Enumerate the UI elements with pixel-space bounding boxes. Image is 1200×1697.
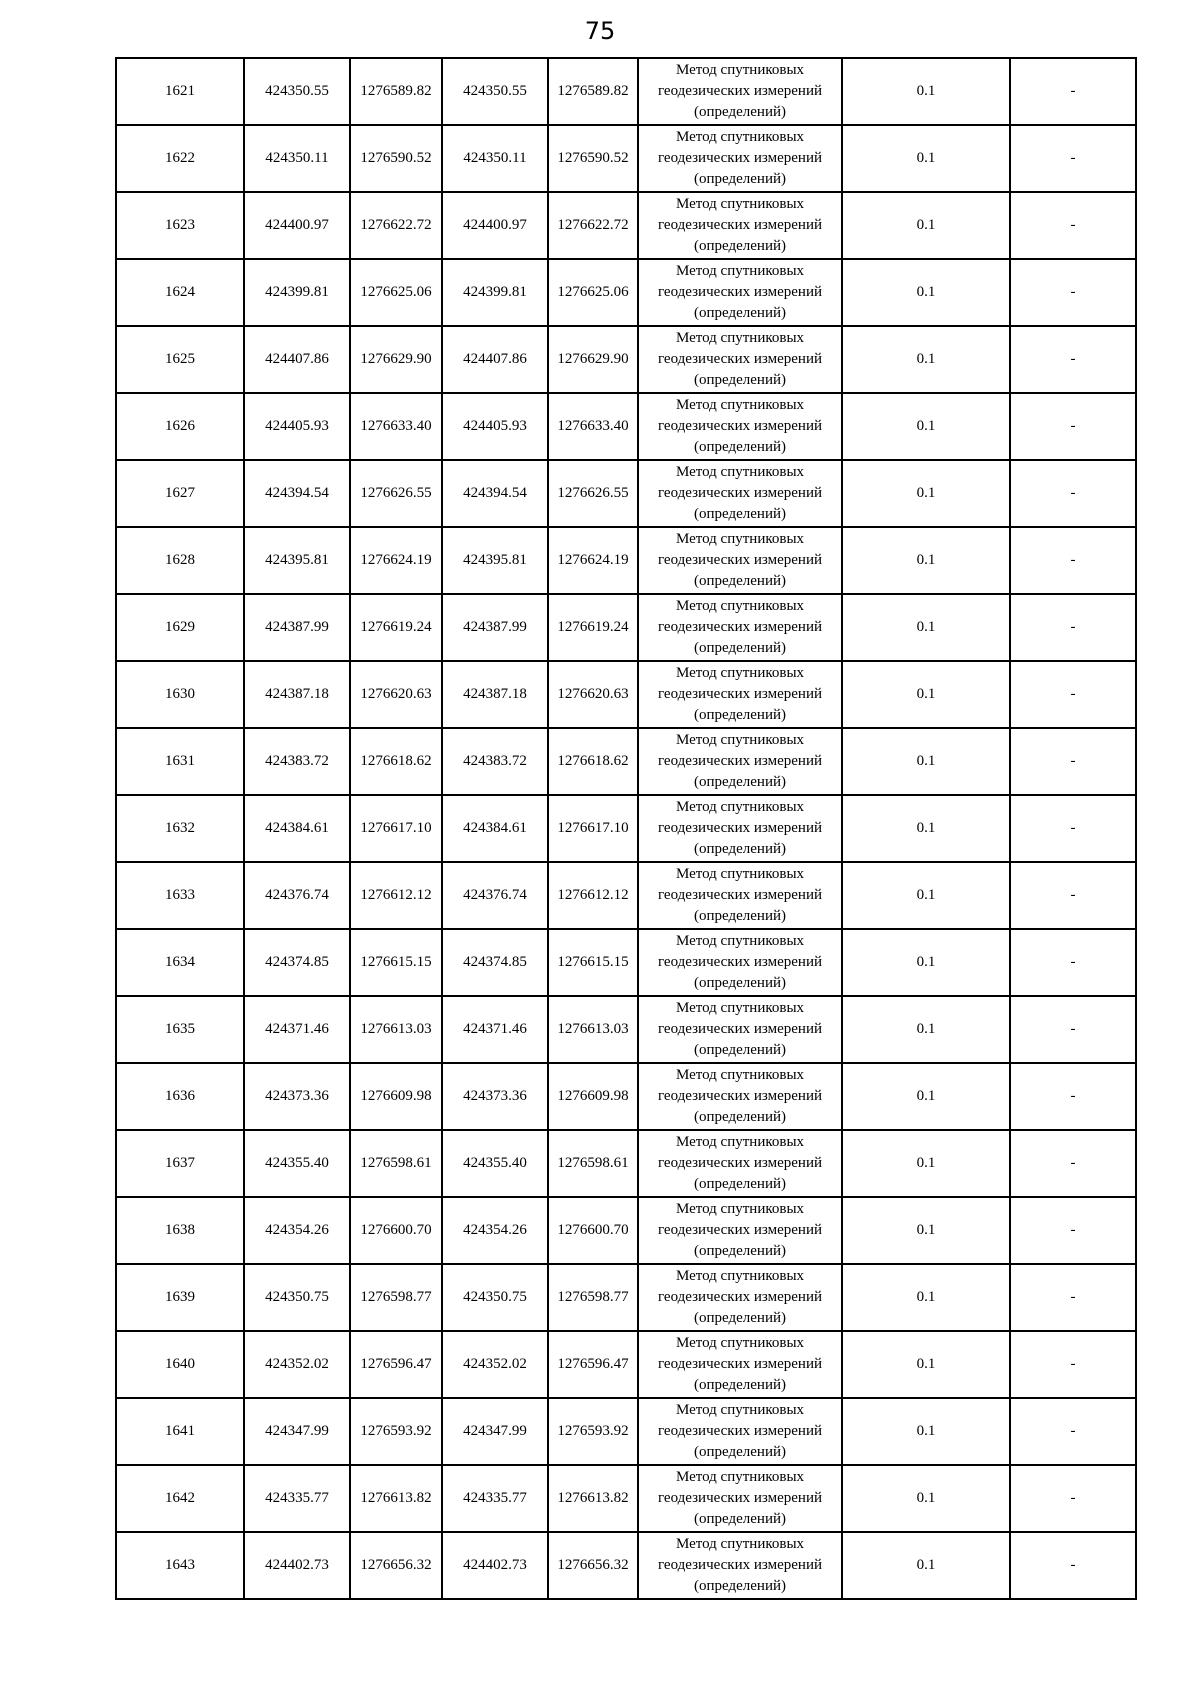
method-text-line: (определений) — [694, 372, 786, 388]
method-text-line: (определений) — [694, 1109, 786, 1125]
method-text-line: Метод спутниковых — [675, 129, 805, 145]
y-coordinate-cell: 1276590.52 — [350, 125, 442, 192]
method-text-line: Метод спутниковых — [675, 62, 805, 78]
point-number-cell: 1642 — [116, 1465, 244, 1532]
table-row — [116, 996, 1136, 1063]
note-cell: - — [1010, 259, 1136, 326]
method-text-line: (определений) — [694, 707, 786, 723]
accuracy-cell: 0.1 — [842, 996, 1010, 1063]
y-coordinate-cell: 1276613.03 — [350, 996, 442, 1063]
y-coordinate-cell: 1276598.61 — [350, 1130, 442, 1197]
method-cell — [638, 125, 842, 192]
point-number-cell: 1643 — [116, 1532, 244, 1599]
table-row — [116, 460, 1136, 527]
method-cell — [638, 1331, 842, 1398]
method-text-line: (определений) — [694, 506, 786, 522]
x-coordinate-cell: 424387.99 — [244, 594, 350, 661]
note-cell: - — [1010, 1398, 1136, 1465]
x-coordinate-cell: 424407.86 — [244, 326, 350, 393]
method-text-line: геодезических измерений — [657, 1088, 823, 1104]
method-cell — [638, 1130, 842, 1197]
table-row — [116, 326, 1136, 393]
point-number-cell: 1641 — [116, 1398, 244, 1465]
note-cell: - — [1010, 594, 1136, 661]
point-number-cell: 1629 — [116, 594, 244, 661]
accuracy-cell: 0.1 — [842, 125, 1010, 192]
x-coordinate-cell: 424395.81 — [244, 527, 350, 594]
y-coordinate-cell: 1276622.72 — [350, 192, 442, 259]
method-text-line: (определений) — [694, 841, 786, 857]
point-number-cell: 1630 — [116, 661, 244, 728]
method-text-line: Метод спутниковых — [675, 330, 805, 346]
table-row — [116, 1398, 1136, 1465]
point-number-cell: 1632 — [116, 795, 244, 862]
method-cell — [638, 259, 842, 326]
coordinates-table — [115, 57, 1137, 1600]
method-text-line: (определений) — [694, 1444, 786, 1460]
point-number-cell: 1625 — [116, 326, 244, 393]
y-coordinate-cell: 1276624.19 — [548, 527, 638, 594]
method-cell — [638, 1398, 842, 1465]
x-coordinate-cell: 424383.72 — [442, 728, 548, 795]
note-cell: - — [1010, 326, 1136, 393]
y-coordinate-cell: 1276613.82 — [548, 1465, 638, 1532]
x-coordinate-cell: 424405.93 — [442, 393, 548, 460]
x-coordinate-cell: 424400.97 — [442, 192, 548, 259]
accuracy-cell: 0.1 — [842, 1197, 1010, 1264]
x-coordinate-cell: 424350.75 — [244, 1264, 350, 1331]
table-body — [116, 58, 1136, 1599]
x-coordinate-cell: 424350.55 — [244, 58, 350, 125]
point-number-cell: 1621 — [116, 58, 244, 125]
x-coordinate-cell: 424354.26 — [244, 1197, 350, 1264]
x-coordinate-cell: 424374.85 — [442, 929, 548, 996]
note-cell: - — [1010, 58, 1136, 125]
method-text-line: геодезических измерений — [657, 820, 823, 836]
x-coordinate-cell: 424383.72 — [244, 728, 350, 795]
method-text-line: (определений) — [694, 305, 786, 321]
table-row — [116, 259, 1136, 326]
note-cell: - — [1010, 460, 1136, 527]
method-text-line: Метод спутниковых — [675, 598, 805, 614]
y-coordinate-cell: 1276613.03 — [548, 996, 638, 1063]
method-cell — [638, 929, 842, 996]
method-text-line: Метод спутниковых — [675, 1201, 805, 1217]
method-text-line: Метод спутниковых — [675, 1335, 805, 1351]
table-row — [116, 527, 1136, 594]
y-coordinate-cell: 1276629.90 — [350, 326, 442, 393]
method-text-line: (определений) — [694, 1243, 786, 1259]
note-cell: - — [1010, 192, 1136, 259]
note-cell: - — [1010, 661, 1136, 728]
method-text-line: геодезических измерений — [657, 83, 823, 99]
method-cell — [638, 728, 842, 795]
accuracy-cell: 0.1 — [842, 929, 1010, 996]
accuracy-cell: 0.1 — [842, 862, 1010, 929]
table-row — [116, 1331, 1136, 1398]
method-text-line: Метод спутниковых — [675, 531, 805, 547]
method-text-line: геодезических измерений — [657, 1021, 823, 1037]
method-cell — [638, 1465, 842, 1532]
y-coordinate-cell: 1276615.15 — [350, 929, 442, 996]
method-text-line: Метод спутниковых — [675, 263, 805, 279]
method-cell — [638, 661, 842, 728]
note-cell: - — [1010, 862, 1136, 929]
accuracy-cell: 0.1 — [842, 326, 1010, 393]
method-text-line: (определений) — [694, 104, 786, 120]
note-cell: - — [1010, 996, 1136, 1063]
x-coordinate-cell: 424399.81 — [442, 259, 548, 326]
accuracy-cell: 0.1 — [842, 1398, 1010, 1465]
accuracy-cell: 0.1 — [842, 527, 1010, 594]
method-text-line: (определений) — [694, 640, 786, 656]
point-number-cell: 1628 — [116, 527, 244, 594]
method-cell — [638, 58, 842, 125]
method-cell — [638, 594, 842, 661]
point-number-cell: 1635 — [116, 996, 244, 1063]
y-coordinate-cell: 1276598.77 — [350, 1264, 442, 1331]
method-text-line: геодезических измерений — [657, 1289, 823, 1305]
note-cell: - — [1010, 728, 1136, 795]
method-text-line: Метод спутниковых — [675, 1134, 805, 1150]
note-cell: - — [1010, 527, 1136, 594]
y-coordinate-cell: 1276598.61 — [548, 1130, 638, 1197]
method-cell — [638, 1264, 842, 1331]
y-coordinate-cell: 1276589.82 — [548, 58, 638, 125]
y-coordinate-cell: 1276609.98 — [548, 1063, 638, 1130]
method-text-line: геодезических измерений — [657, 686, 823, 702]
method-text-line: геодезических измерений — [657, 887, 823, 903]
x-coordinate-cell: 424373.36 — [244, 1063, 350, 1130]
method-text-line: (определений) — [694, 439, 786, 455]
method-text-line: Метод спутниковых — [675, 1000, 805, 1016]
note-cell: - — [1010, 393, 1136, 460]
y-coordinate-cell: 1276617.10 — [548, 795, 638, 862]
accuracy-cell: 0.1 — [842, 192, 1010, 259]
point-number-cell: 1627 — [116, 460, 244, 527]
accuracy-cell: 0.1 — [842, 1465, 1010, 1532]
x-coordinate-cell: 424387.99 — [442, 594, 548, 661]
accuracy-cell: 0.1 — [842, 795, 1010, 862]
y-coordinate-cell: 1276593.92 — [548, 1398, 638, 1465]
point-number-cell: 1637 — [116, 1130, 244, 1197]
accuracy-cell: 0.1 — [842, 393, 1010, 460]
x-coordinate-cell: 424394.54 — [442, 460, 548, 527]
x-coordinate-cell: 424347.99 — [442, 1398, 548, 1465]
table-row — [116, 1063, 1136, 1130]
method-text-line: (определений) — [694, 1377, 786, 1393]
note-cell: - — [1010, 1264, 1136, 1331]
y-coordinate-cell: 1276612.12 — [350, 862, 442, 929]
y-coordinate-cell: 1276656.32 — [350, 1532, 442, 1599]
x-coordinate-cell: 424355.40 — [244, 1130, 350, 1197]
method-cell — [638, 192, 842, 259]
method-text-line: геодезических измерений — [657, 150, 823, 166]
accuracy-cell: 0.1 — [842, 1063, 1010, 1130]
accuracy-cell: 0.1 — [842, 728, 1010, 795]
accuracy-cell: 0.1 — [842, 1264, 1010, 1331]
x-coordinate-cell: 424335.77 — [442, 1465, 548, 1532]
table-row — [116, 1264, 1136, 1331]
x-coordinate-cell: 424352.02 — [442, 1331, 548, 1398]
x-coordinate-cell: 424387.18 — [442, 661, 548, 728]
method-cell — [638, 1532, 842, 1599]
page-number: 75 — [584, 17, 616, 45]
accuracy-cell: 0.1 — [842, 1331, 1010, 1398]
table-row — [116, 594, 1136, 661]
y-coordinate-cell: 1276589.82 — [350, 58, 442, 125]
x-coordinate-cell: 424373.36 — [442, 1063, 548, 1130]
note-cell: - — [1010, 1130, 1136, 1197]
x-coordinate-cell: 424400.97 — [244, 192, 350, 259]
method-text-line: геодезических измерений — [657, 1356, 823, 1372]
y-coordinate-cell: 1276596.47 — [548, 1331, 638, 1398]
y-coordinate-cell: 1276626.55 — [350, 460, 442, 527]
point-number-cell: 1640 — [116, 1331, 244, 1398]
y-coordinate-cell: 1276625.06 — [548, 259, 638, 326]
note-cell: - — [1010, 929, 1136, 996]
method-text-line: Метод спутниковых — [675, 732, 805, 748]
x-coordinate-cell: 424394.54 — [244, 460, 350, 527]
y-coordinate-cell: 1276629.90 — [548, 326, 638, 393]
y-coordinate-cell: 1276620.63 — [548, 661, 638, 728]
x-coordinate-cell: 424352.02 — [244, 1331, 350, 1398]
y-coordinate-cell: 1276612.12 — [548, 862, 638, 929]
y-coordinate-cell: 1276598.77 — [548, 1264, 638, 1331]
note-cell: - — [1010, 1465, 1136, 1532]
x-coordinate-cell: 424354.26 — [442, 1197, 548, 1264]
x-coordinate-cell: 424407.86 — [442, 326, 548, 393]
y-coordinate-cell: 1276620.63 — [350, 661, 442, 728]
method-text-line: (определений) — [694, 1176, 786, 1192]
method-text-line: Метод спутниковых — [675, 1536, 805, 1552]
note-cell: - — [1010, 1197, 1136, 1264]
x-coordinate-cell: 424384.61 — [442, 795, 548, 862]
x-coordinate-cell: 424371.46 — [244, 996, 350, 1063]
x-coordinate-cell: 424371.46 — [442, 996, 548, 1063]
method-text-line: Метод спутниковых — [675, 397, 805, 413]
note-cell: - — [1010, 125, 1136, 192]
method-cell — [638, 326, 842, 393]
method-text-line: (определений) — [694, 238, 786, 254]
y-coordinate-cell: 1276596.47 — [350, 1331, 442, 1398]
x-coordinate-cell: 424376.74 — [244, 862, 350, 929]
method-cell — [638, 1197, 842, 1264]
table-row — [116, 1130, 1136, 1197]
y-coordinate-cell: 1276609.98 — [350, 1063, 442, 1130]
accuracy-cell: 0.1 — [842, 58, 1010, 125]
method-text-line: геодезических измерений — [657, 1557, 823, 1573]
method-text-line: (определений) — [694, 1511, 786, 1527]
method-text-line: геодезических измерений — [657, 1490, 823, 1506]
method-text-line: геодезических измерений — [657, 619, 823, 635]
table-row — [116, 192, 1136, 259]
method-cell — [638, 795, 842, 862]
method-text-line: (определений) — [694, 774, 786, 790]
method-text-line: геодезических измерений — [657, 284, 823, 300]
method-text-line: Метод спутниковых — [675, 1469, 805, 1485]
method-cell — [638, 1063, 842, 1130]
table-row — [116, 393, 1136, 460]
y-coordinate-cell: 1276624.19 — [350, 527, 442, 594]
point-number-cell: 1636 — [116, 1063, 244, 1130]
y-coordinate-cell: 1276590.52 — [548, 125, 638, 192]
x-coordinate-cell: 424402.73 — [442, 1532, 548, 1599]
x-coordinate-cell: 424405.93 — [244, 393, 350, 460]
table-row — [116, 862, 1136, 929]
x-coordinate-cell: 424335.77 — [244, 1465, 350, 1532]
method-text-line: (определений) — [694, 1310, 786, 1326]
table-row — [116, 1465, 1136, 1532]
y-coordinate-cell: 1276633.40 — [350, 393, 442, 460]
accuracy-cell: 0.1 — [842, 1532, 1010, 1599]
method-text-line: геодезических измерений — [657, 1155, 823, 1171]
method-text-line: (определений) — [694, 1578, 786, 1594]
x-coordinate-cell: 424395.81 — [442, 527, 548, 594]
method-text-line: Метод спутниковых — [675, 799, 805, 815]
note-cell: - — [1010, 1532, 1136, 1599]
y-coordinate-cell: 1276617.10 — [350, 795, 442, 862]
point-number-cell: 1622 — [116, 125, 244, 192]
point-number-cell: 1624 — [116, 259, 244, 326]
point-number-cell: 1638 — [116, 1197, 244, 1264]
x-coordinate-cell: 424384.61 — [244, 795, 350, 862]
method-text-line: Метод спутниковых — [675, 933, 805, 949]
method-text-line: Метод спутниковых — [675, 1268, 805, 1284]
method-cell — [638, 393, 842, 460]
x-coordinate-cell: 424350.11 — [244, 125, 350, 192]
table-row — [116, 728, 1136, 795]
note-cell: - — [1010, 1331, 1136, 1398]
method-cell — [638, 862, 842, 929]
y-coordinate-cell: 1276593.92 — [350, 1398, 442, 1465]
note-cell: - — [1010, 1063, 1136, 1130]
method-text-line: геодезических измерений — [657, 954, 823, 970]
y-coordinate-cell: 1276656.32 — [548, 1532, 638, 1599]
method-text-line: (определений) — [694, 171, 786, 187]
method-text-line: Метод спутниковых — [675, 196, 805, 212]
method-text-line: геодезических измерений — [657, 485, 823, 501]
accuracy-cell: 0.1 — [842, 259, 1010, 326]
y-coordinate-cell: 1276626.55 — [548, 460, 638, 527]
method-cell — [638, 996, 842, 1063]
method-text-line: геодезических измерений — [657, 1222, 823, 1238]
y-coordinate-cell: 1276613.82 — [350, 1465, 442, 1532]
point-number-cell: 1623 — [116, 192, 244, 259]
point-number-cell: 1634 — [116, 929, 244, 996]
x-coordinate-cell: 424387.18 — [244, 661, 350, 728]
table-row — [116, 795, 1136, 862]
y-coordinate-cell: 1276619.24 — [350, 594, 442, 661]
y-coordinate-cell: 1276633.40 — [548, 393, 638, 460]
y-coordinate-cell: 1276618.62 — [350, 728, 442, 795]
x-coordinate-cell: 424350.55 — [442, 58, 548, 125]
method-text-line: геодезических измерений — [657, 217, 823, 233]
table-row — [116, 1197, 1136, 1264]
method-text-line: (определений) — [694, 975, 786, 991]
note-cell: - — [1010, 795, 1136, 862]
table-row — [116, 929, 1136, 996]
method-text-line: геодезических измерений — [657, 1423, 823, 1439]
method-text-line: геодезических измерений — [657, 351, 823, 367]
method-text-line: Метод спутниковых — [675, 1402, 805, 1418]
table-row — [116, 125, 1136, 192]
point-number-cell: 1626 — [116, 393, 244, 460]
method-text-line: (определений) — [694, 908, 786, 924]
method-cell — [638, 527, 842, 594]
table-row — [116, 1532, 1136, 1599]
method-text-line: Метод спутниковых — [675, 464, 805, 480]
x-coordinate-cell: 424374.85 — [244, 929, 350, 996]
x-coordinate-cell: 424355.40 — [442, 1130, 548, 1197]
accuracy-cell: 0.1 — [842, 1130, 1010, 1197]
table-row — [116, 58, 1136, 125]
method-text-line: Метод спутниковых — [675, 1067, 805, 1083]
method-text-line: Метод спутниковых — [675, 665, 805, 681]
x-coordinate-cell: 424350.75 — [442, 1264, 548, 1331]
x-coordinate-cell: 424347.99 — [244, 1398, 350, 1465]
y-coordinate-cell: 1276600.70 — [548, 1197, 638, 1264]
y-coordinate-cell: 1276625.06 — [350, 259, 442, 326]
x-coordinate-cell: 424399.81 — [244, 259, 350, 326]
point-number-cell: 1639 — [116, 1264, 244, 1331]
y-coordinate-cell: 1276615.15 — [548, 929, 638, 996]
method-text-line: (определений) — [694, 573, 786, 589]
method-text-line: (определений) — [694, 1042, 786, 1058]
x-coordinate-cell: 424376.74 — [442, 862, 548, 929]
x-coordinate-cell: 424402.73 — [244, 1532, 350, 1599]
y-coordinate-cell: 1276619.24 — [548, 594, 638, 661]
method-text-line: Метод спутниковых — [675, 866, 805, 882]
accuracy-cell: 0.1 — [842, 661, 1010, 728]
method-text-line: геодезических измерений — [657, 418, 823, 434]
table-row — [116, 661, 1136, 728]
x-coordinate-cell: 424350.11 — [442, 125, 548, 192]
accuracy-cell: 0.1 — [842, 460, 1010, 527]
y-coordinate-cell: 1276600.70 — [350, 1197, 442, 1264]
y-coordinate-cell: 1276622.72 — [548, 192, 638, 259]
accuracy-cell: 0.1 — [842, 594, 1010, 661]
point-number-cell: 1631 — [116, 728, 244, 795]
point-number-cell: 1633 — [116, 862, 244, 929]
method-text-line: геодезических измерений — [657, 753, 823, 769]
method-text-line: геодезических измерений — [657, 552, 823, 568]
y-coordinate-cell: 1276618.62 — [548, 728, 638, 795]
method-cell — [638, 460, 842, 527]
